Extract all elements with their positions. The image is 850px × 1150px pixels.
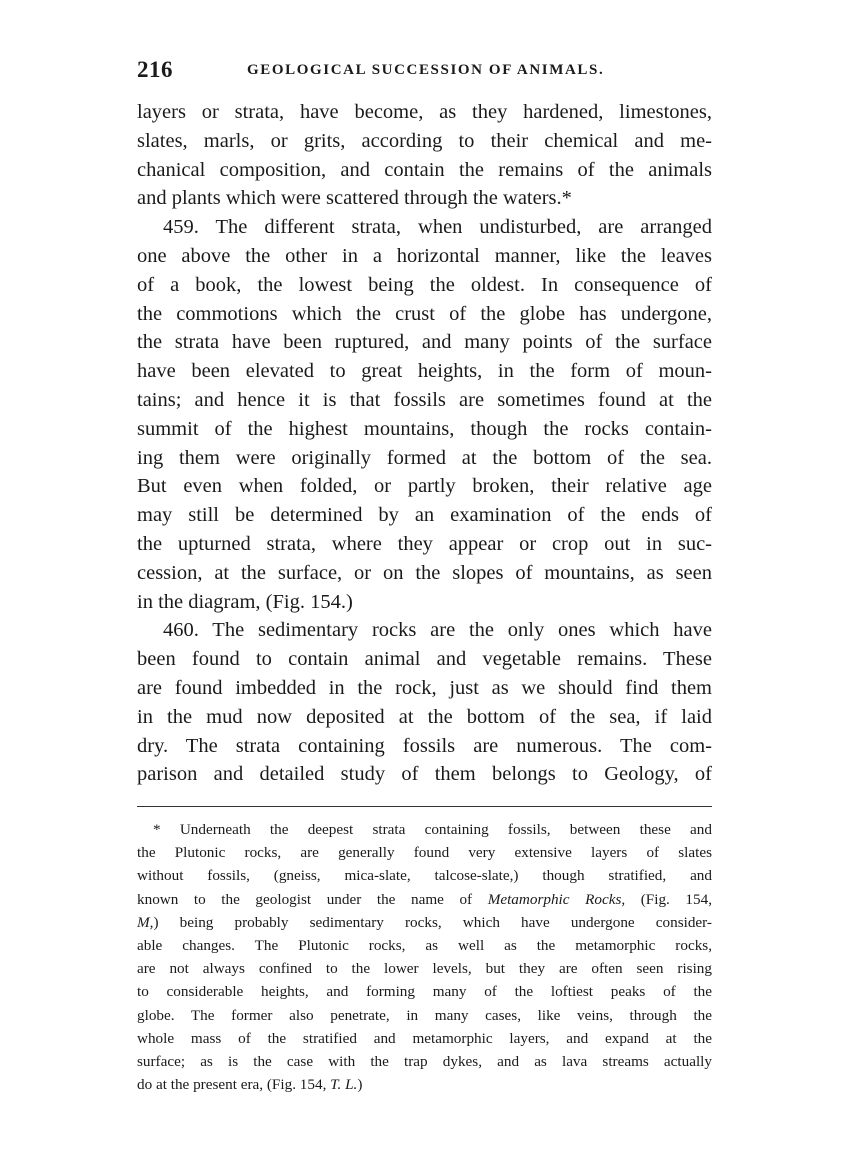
- text-line: cession, at the surface, or on the slopes of mountains, as seen: [137, 561, 712, 584]
- body-text: [137, 98, 712, 789]
- footnote-line: * Underneath the deepest strata containing fossils, between these and: [153, 821, 712, 838]
- text-line: been found to contain animal and vegetable remains. These: [137, 648, 712, 671]
- text-line: are found imbedded in the rock, just as we should find them: [137, 676, 712, 699]
- footnote-text: known to the geologist under the name of: [137, 890, 488, 908]
- footnote-text: , (Fig. 154,: [621, 890, 712, 908]
- text-line: and plants which were scattered through the waters.*: [137, 187, 572, 210]
- footnote-text: ): [357, 1076, 363, 1094]
- text-line: the commotions which the crust of the globe has undergone,: [137, 302, 712, 325]
- text-line: of a book, the lowest being the oldest. In consequence of: [137, 273, 712, 296]
- page-header: [137, 57, 712, 87]
- footnote-line: globe. The former also penetrate, in many cases, like veins, through the: [137, 1006, 712, 1024]
- text-line: tains; and hence it is that fossils are sometimes found at the: [137, 388, 712, 411]
- text-line: have been elevated to great heights, in the form of moun-: [137, 360, 712, 383]
- text-line: But even when folded, or partly broken, their relative age: [137, 475, 712, 498]
- text-line: parison and detailed study of them belongs to Geology, of: [137, 763, 712, 786]
- footnote-line: able changes. The Plutonic rocks, as well as the metamorphic rocks,: [137, 936, 712, 954]
- text-line: the strata have been ruptured, and many points of the surface: [137, 331, 712, 354]
- footnote-line: surface; as is the case with the trap dykes, and as lava streams actually: [137, 1052, 712, 1070]
- running-title: GEOLOGICAL SUCCESSION OF ANIMALS.: [247, 62, 605, 78]
- footnote-italic-label: M,: [137, 913, 154, 931]
- footnote-line: without fossils, (gneiss, mica-slate, talcose-slate,) though stratified, and: [137, 867, 712, 885]
- text-line: one above the other in a horizontal manner, like the leaves: [137, 244, 712, 267]
- text-line: chanical composition, and contain the remains of the animals: [137, 158, 712, 181]
- footnote-text: do at the present era, (Fig. 154,: [137, 1076, 331, 1094]
- page-number: 216: [137, 57, 173, 82]
- footnote-italic-term: Metamorphic Rocks: [487, 890, 622, 908]
- paragraph-459-start: 459. The different strata, when undisturbed, are arranged: [163, 216, 712, 239]
- footnote: [137, 818, 712, 1096]
- paragraph-460-start: 460. The sedimentary rocks are the only ones which have: [163, 619, 712, 642]
- footnote-italic-label: T. L.: [330, 1076, 358, 1094]
- footnote-line: whole mass of the stratified and metamorphic layers, and expand at the: [137, 1029, 712, 1047]
- footnote-text: ) being probably sedimentary rocks, which have undergone consider-: [153, 913, 712, 931]
- text-line: in the mud now deposited at the bottom of the sea, if laid: [137, 705, 712, 728]
- text-line: dry. The strata containing fossils are numerous. The com-: [137, 734, 712, 757]
- footnote-line: are not always confined to the lower levels, but they are often seen rising: [137, 960, 712, 978]
- footnote-divider: [137, 806, 712, 807]
- footnote-line: to considerable heights, and forming many of the loftiest peaks of the: [137, 983, 712, 1001]
- text-line: ing them were originally formed at the bottom of the sea.: [137, 446, 712, 469]
- text-line: summit of the highest mountains, though the rocks contain-: [137, 417, 712, 440]
- footnote-line: [137, 888, 712, 911]
- footnote-line: the Plutonic rocks, are generally found very extensive layers of slates: [137, 844, 712, 862]
- text-line: layers or strata, have become, as they hardened, limestones,: [137, 101, 712, 123]
- text-line: in the diagram, (Fig. 154.): [137, 590, 353, 613]
- footnote-line: [137, 1073, 712, 1096]
- text-line: slates, marls, or grits, according to their chemical and me-: [137, 129, 712, 152]
- footnote-line: [137, 911, 712, 934]
- text-line: the upturned strata, where they appear or crop out in suc-: [137, 532, 712, 555]
- text-line: may still be determined by an examination of the ends of: [137, 504, 712, 527]
